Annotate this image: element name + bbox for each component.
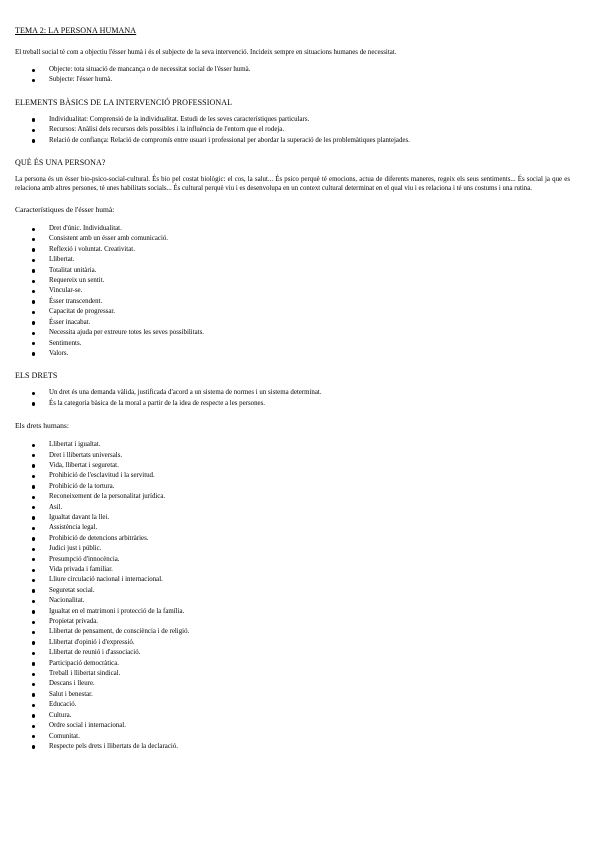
- bullet-icon: [32, 621, 35, 624]
- list-item-text: Requereix un sentit.: [49, 277, 105, 285]
- bullet-icon: [32, 673, 35, 676]
- list-item: [15, 565, 570, 575]
- persona-heading: QUÈ ÉS UNA PERSONA?: [15, 158, 106, 168]
- list-item-text: Prohibició de la tortura.: [49, 482, 115, 490]
- bullet-icon: [32, 600, 35, 603]
- list-item-text: Consistent amb un ésser amb comunicació.: [49, 235, 169, 243]
- bullet-icon: [32, 332, 35, 335]
- list-item-text: Recursos: Anàlisi dels recursos dels possibles i la influència de l'entorn que el rodeja.: [49, 126, 285, 134]
- human-rights-list: [15, 440, 570, 752]
- list-item: [15, 224, 570, 234]
- list-item: [15, 503, 570, 513]
- list-item-text: Valors.: [49, 349, 69, 357]
- list-item: [15, 234, 570, 244]
- bullet-icon: [32, 238, 35, 241]
- list-item-text: Llibertat de reunió i d'associació.: [49, 649, 141, 657]
- bullet-icon: [32, 496, 35, 499]
- list-item: [15, 596, 570, 606]
- bullet-icon: [32, 280, 35, 283]
- elements-list: [15, 115, 570, 146]
- list-item-text: Llibertat d'opinió i d'expressió.: [49, 638, 135, 646]
- list-item: [15, 544, 570, 554]
- list-item: [15, 266, 570, 276]
- bullet-icon: [32, 402, 35, 405]
- bullet-icon: [32, 139, 35, 142]
- list-item-text: Ésser inacabat.: [49, 318, 91, 326]
- bullet-icon: [32, 290, 35, 293]
- list-item: [15, 669, 570, 679]
- drets-list: [15, 388, 570, 409]
- drets-heading: ELS DRETS: [15, 371, 58, 381]
- list-item: [15, 492, 570, 502]
- bullet-icon: [32, 311, 35, 314]
- list-item: [15, 451, 570, 461]
- bullet-icon: [32, 683, 35, 686]
- list-item: [15, 471, 570, 481]
- list-item: [15, 534, 570, 544]
- bullet-icon: [32, 129, 35, 132]
- list-item-text: Llibertat.: [49, 256, 75, 264]
- list-item: [15, 461, 570, 471]
- list-item: [15, 75, 570, 85]
- bullet-icon: [32, 704, 35, 707]
- list-item-text: Sentiments.: [49, 339, 82, 347]
- bullet-icon: [32, 69, 35, 72]
- list-item-text: Salut i benestar.: [49, 690, 93, 698]
- bullet-icon: [32, 228, 35, 231]
- bullet-icon: [32, 569, 35, 572]
- bullet-icon: [32, 516, 35, 519]
- list-item-text: Relació de confiança: Relació de compromís entre usuari i professional per abordar la superació de les problemàtiques plantejades.: [49, 136, 410, 144]
- list-item-text: Treball i llibertat sindical.: [49, 670, 121, 678]
- list-item: [15, 659, 570, 669]
- characteristics-heading: Característiques de l'ésser humà:: [15, 205, 115, 215]
- list-item-text: Un dret és una demanda vàlida, justificada d'acord a un sistema de normes i un sistema determinat.: [49, 389, 322, 397]
- bullet-icon: [32, 558, 35, 561]
- list-item-text: Educació.: [49, 701, 77, 709]
- list-item-text: Ordre social i internacional.: [49, 722, 126, 730]
- persona-paragraph: La persona és un ésser bio-psico-social-cultural. És bio pel costat biològic: el cos, la salut... És psico perquè té emocions, actua de diferents maneres, regeix els seus sentiments... És social ja que es relaciona amb altres persones, té unes habilitats socials... És cultural perquè viu i es desenvolupa en un context cultural determinat en el qual viu i es relaciona i té uns costums i una rutina.: [15, 176, 570, 193]
- list-item: [15, 742, 570, 752]
- list-item-text: Vida privada i familiar.: [49, 566, 113, 573]
- list-item: [15, 482, 570, 492]
- list-item: [15, 286, 570, 296]
- list-item-text: Igualtat davant la llei.: [49, 513, 110, 521]
- list-item-text: Assistència legal.: [49, 524, 98, 532]
- bullet-icon: [32, 662, 35, 665]
- bullet-icon: [32, 118, 35, 121]
- list-item-text: Dret i llibertats universals.: [49, 451, 123, 459]
- bullet-icon: [32, 342, 35, 345]
- list-item-text: Reconeixement de la personalitat jurídica.: [49, 493, 166, 501]
- list-item: [15, 607, 570, 617]
- list-item: [15, 627, 570, 637]
- list-item-text: Propietat privada.: [49, 618, 98, 626]
- list-item: [15, 648, 570, 658]
- list-item: [15, 115, 570, 125]
- bullet-icon: [32, 641, 35, 644]
- bullet-icon: [32, 444, 35, 447]
- bullet-icon: [32, 631, 35, 634]
- list-item-text: Judici just i públic.: [49, 545, 102, 553]
- bullet-icon: [32, 248, 35, 251]
- list-item: [15, 586, 570, 596]
- list-item-text: Participació democràtica.: [49, 659, 120, 667]
- list-item-text: Llibertat de pensament, de consciència i de religió.: [49, 628, 190, 636]
- list-item-text: Asil.: [49, 503, 63, 511]
- list-item: [15, 349, 570, 359]
- list-item-text: Prohibició de detencions arbitràries.: [49, 534, 149, 542]
- bullet-icon: [32, 537, 35, 540]
- list-item: [15, 297, 570, 307]
- list-item: [15, 440, 570, 450]
- list-item: [15, 711, 570, 721]
- list-item: [15, 575, 570, 585]
- list-item: [15, 276, 570, 286]
- bullet-icon: [32, 714, 35, 717]
- list-item: [15, 513, 570, 523]
- list-item: [15, 399, 570, 409]
- list-item-text: Cultura.: [49, 711, 72, 719]
- bullet-icon: [32, 352, 35, 355]
- list-item: [15, 700, 570, 710]
- list-item: [15, 339, 570, 349]
- list-item: [15, 125, 570, 135]
- list-item-text: Seguretat social.: [49, 586, 95, 594]
- list-item-text: Ésser transcendent.: [49, 297, 103, 305]
- list-item: [15, 307, 570, 317]
- bullet-icon: [32, 485, 35, 488]
- page-title: TEMA 2: LA PERSONA HUMANA: [15, 26, 137, 35]
- bullet-icon: [32, 610, 35, 613]
- list-item-text: Descans i lleure.: [49, 680, 95, 688]
- list-item-text: Individualitat: Comprensió de la individualitat. Estudi de les seves característiques particulars.: [49, 115, 310, 123]
- bullet-icon: [32, 259, 35, 262]
- elements-heading: ELEMENTS BÀSICS DE LA INTERVENCIÓ PROFESSIONAL: [15, 97, 233, 107]
- list-item-text: Lliure circulació nacional i internacional.: [49, 576, 163, 584]
- list-item: [15, 638, 570, 648]
- list-item: [15, 732, 570, 742]
- list-item: [15, 65, 570, 75]
- bullet-icon: [32, 269, 35, 272]
- bullet-icon: [32, 506, 35, 509]
- bullet-icon: [32, 725, 35, 728]
- list-item: [15, 328, 570, 338]
- human-rights-heading: Els drets humans:: [15, 421, 69, 431]
- list-item: [15, 679, 570, 689]
- list-item: [15, 388, 570, 398]
- bullet-icon: [32, 300, 35, 303]
- list-item-text: Igualtat en el matrimoni i protecció de la família.: [49, 607, 185, 615]
- list-item-text: Dret d'únic. Individualitat.: [49, 225, 122, 233]
- intro-paragraph: El treball social té com a objectiu l'ésser humà i és el subjecte de la seva intervenció. Incideix sempre en situacions humanes de necessitat.: [15, 49, 397, 56]
- bullet-icon: [32, 579, 35, 582]
- bullet-icon: [32, 475, 35, 478]
- bullet-icon: [32, 464, 35, 467]
- bullet-icon: [32, 693, 35, 696]
- bullet-icon: [32, 321, 35, 324]
- list-item-text: Comunitat.: [49, 732, 80, 740]
- list-item-text: Necessita ajuda per extreure totes les seves possibilitats.: [49, 329, 204, 337]
- list-item-text: Capacitat de progressar.: [49, 308, 116, 316]
- bullet-icon: [32, 392, 35, 395]
- bullet-icon: [32, 79, 35, 82]
- list-item: [15, 245, 570, 255]
- bullet-icon: [32, 589, 35, 592]
- bullet-icon: [32, 652, 35, 655]
- bullet-icon: [32, 548, 35, 551]
- list-item-text: Vincular-se.: [49, 287, 83, 295]
- list-item: [15, 555, 570, 565]
- list-item: [15, 617, 570, 627]
- list-item-text: Llibertat i igualtat.: [49, 441, 101, 449]
- list-item-text: Prohibició de l'esclavitud i la servitud.: [49, 472, 155, 480]
- list-item: [15, 136, 570, 146]
- list-item: [15, 721, 570, 731]
- list-item-text: Nacionalitat.: [49, 597, 85, 605]
- list-item: [15, 318, 570, 328]
- bullet-icon: [32, 745, 35, 748]
- list-item-text: Subjecte: l'ésser humà.: [49, 76, 113, 84]
- list-item: [15, 690, 570, 700]
- list-item: [15, 523, 570, 533]
- list-item-text: És la categoria bàsica de la moral a partir de la idea de respecte a les persones.: [49, 399, 265, 407]
- list-item-text: Respecte pels drets i llibertats de la declaració.: [49, 742, 178, 750]
- list-item-text: Objecte: tota situació de mancança o de necessitat social de l'ésser humà.: [49, 66, 251, 73]
- list-item: [15, 255, 570, 265]
- list-item-text: Vida, llibertat i seguretat.: [49, 461, 119, 469]
- bullet-icon: [32, 527, 35, 530]
- list-item-text: Presumpció d'innocència.: [49, 555, 120, 563]
- bullet-icon: [32, 735, 35, 738]
- characteristics-list: [15, 224, 570, 359]
- list-item-text: Reflexió i voluntat. Creativitat.: [49, 245, 135, 253]
- bullet-icon: [32, 454, 35, 457]
- list-item-text: Totalitat unitària.: [49, 266, 97, 274]
- intro-list: [15, 65, 570, 86]
